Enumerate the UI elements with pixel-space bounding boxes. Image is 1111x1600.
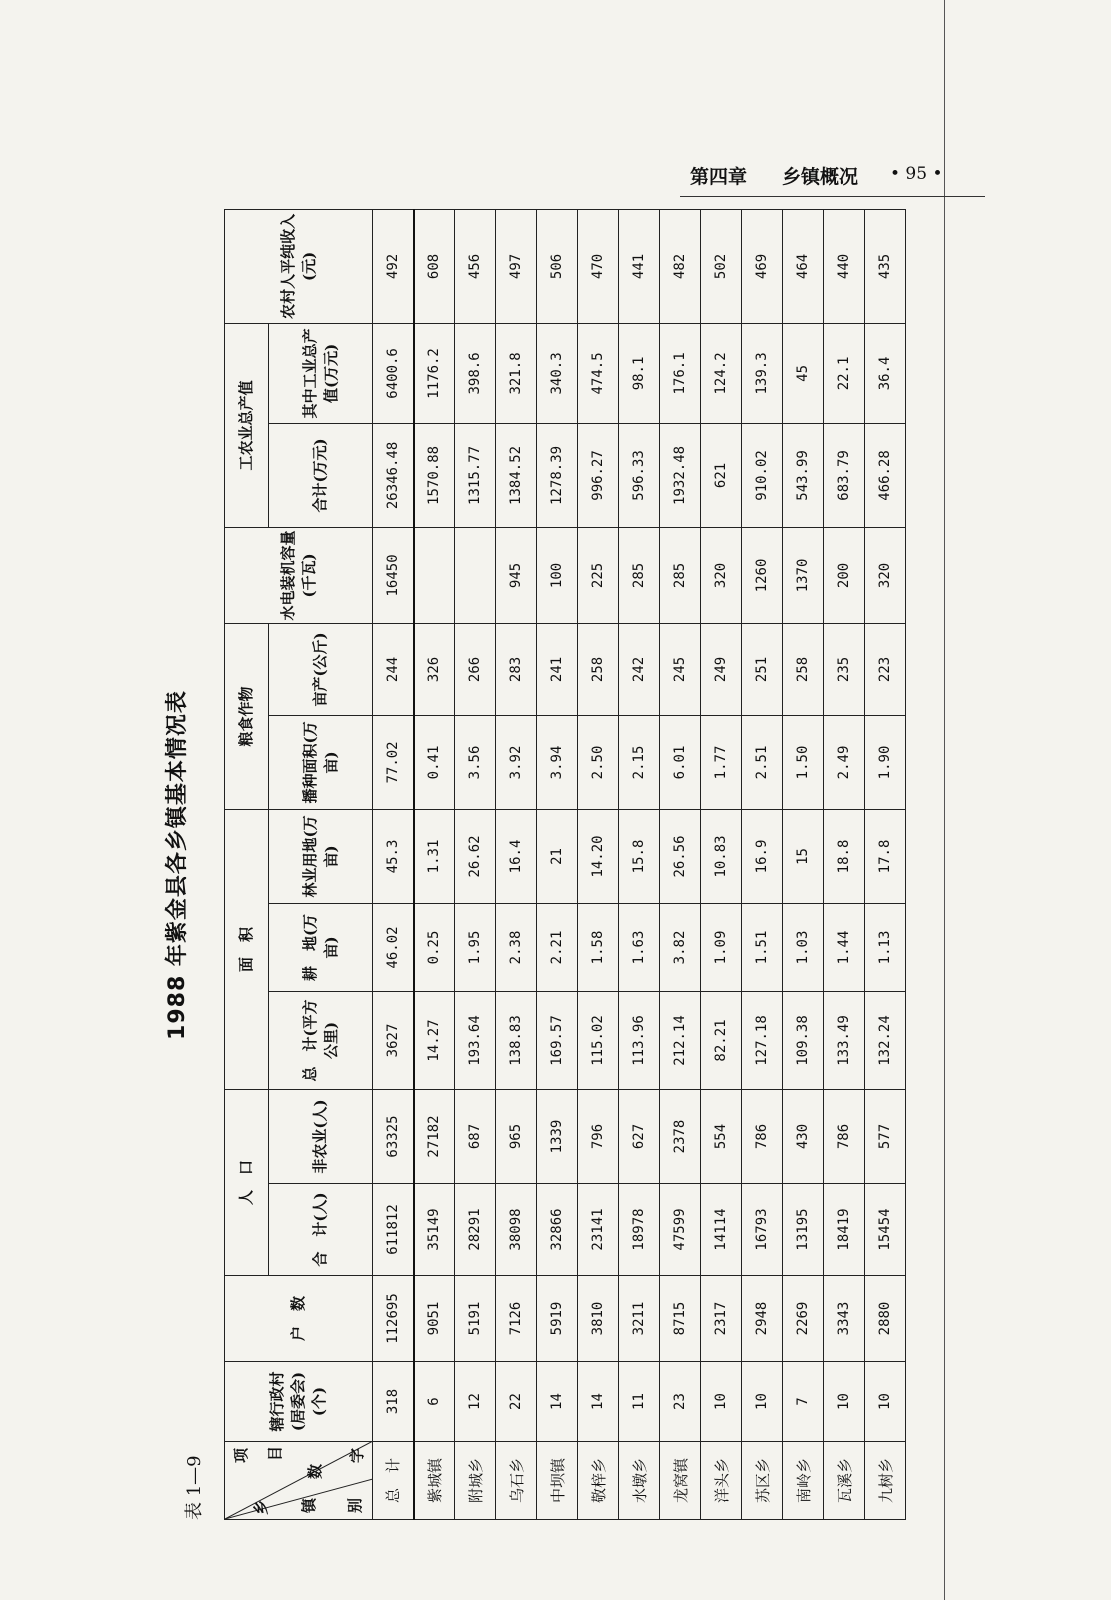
cell-pop-total: 611812 — [373, 1184, 414, 1276]
cell-households: 112695 — [373, 1276, 414, 1362]
cell-cultivated: 46.02 — [373, 903, 414, 991]
running-header — [690, 162, 980, 192]
cell-hydro — [414, 527, 455, 623]
cell-households: 2880 — [865, 1276, 906, 1362]
header-villages: 辖行政村(居委会)(个) — [225, 1362, 373, 1442]
cell-income: 492 — [373, 209, 414, 323]
cell-villages: 10 — [865, 1362, 906, 1442]
cell-area-total: 3627 — [373, 991, 414, 1089]
table-row — [414, 209, 455, 1519]
cell-villages: 10 — [824, 1362, 865, 1442]
cell-sown: 1.50 — [783, 715, 824, 809]
cell-income: 440 — [824, 209, 865, 323]
cell-villages: 10 — [742, 1362, 783, 1442]
cell-income: 435 — [865, 209, 906, 323]
cell-name: 乌石乡 — [496, 1442, 537, 1520]
cell-forest: 14.20 — [578, 809, 619, 903]
cell-villages: 11 — [619, 1362, 660, 1442]
page-number: • 95 • — [890, 164, 943, 184]
cell-output-total: 683.79 — [824, 423, 865, 527]
cell-income: 497 — [496, 209, 537, 323]
cell-area-total: 14.27 — [414, 991, 455, 1089]
cell-name: 附城乡 — [455, 1442, 496, 1520]
corner-item: 项 — [232, 1447, 250, 1463]
cell-name: 苏区乡 — [742, 1442, 783, 1520]
table-number: 表 1—9 — [184, 1455, 205, 1520]
cell-industry: 98.1 — [619, 323, 660, 423]
cell-cultivated: 1.63 — [619, 903, 660, 991]
cell-villages: 12 — [455, 1362, 496, 1442]
table-row — [824, 209, 865, 1519]
cell-sown: 1.90 — [865, 715, 906, 809]
header-forest: 林业用地(万亩) — [269, 809, 373, 903]
cell-output-total: 1315.77 — [455, 423, 496, 527]
corner-c: 镇 — [300, 1497, 318, 1513]
cell-villages: 7 — [783, 1362, 824, 1442]
cell-yield: 245 — [660, 623, 701, 715]
cell-area-total: 82.21 — [701, 991, 742, 1089]
cell-area-total: 193.64 — [455, 991, 496, 1089]
group-grain: 粮食作物 — [225, 623, 269, 809]
cell-forest: 16.4 — [496, 809, 537, 903]
table-row — [455, 209, 496, 1519]
group-population: 人 口 — [225, 1089, 269, 1275]
cell-name: 洋头乡 — [701, 1442, 742, 1520]
cell-households: 2948 — [742, 1276, 783, 1362]
cell-yield: 326 — [414, 623, 455, 715]
cell-households: 8715 — [660, 1276, 701, 1362]
table-row — [496, 209, 537, 1519]
cell-hydro: 945 — [496, 527, 537, 623]
table-body — [373, 209, 906, 1519]
cell-area-total: 212.14 — [660, 991, 701, 1089]
cell-name: 紫城镇 — [414, 1442, 455, 1520]
cell-sown: 0.41 — [414, 715, 455, 809]
cell-output-total: 996.27 — [578, 423, 619, 527]
cell-name: 南岭乡 — [783, 1442, 824, 1520]
cell-pop-total: 28291 — [455, 1184, 496, 1276]
cell-yield: 266 — [455, 623, 496, 715]
cell-output-total: 1932.48 — [660, 423, 701, 527]
cell-area-total: 113.96 — [619, 991, 660, 1089]
rotated-table-page — [160, 210, 930, 1520]
cell-pop-total: 13195 — [783, 1184, 824, 1276]
cell-households: 5191 — [455, 1276, 496, 1362]
cell-villages: 22 — [496, 1362, 537, 1442]
cell-cultivated: 1.95 — [455, 903, 496, 991]
corner-e: 字 — [348, 1447, 366, 1463]
cell-pop-nonfarm: 554 — [701, 1089, 742, 1183]
cell-households: 5919 — [537, 1276, 578, 1362]
cell-pop-nonfarm: 2378 — [660, 1089, 701, 1183]
cell-yield: 242 — [619, 623, 660, 715]
cell-households: 9051 — [414, 1276, 455, 1362]
cell-villages: 23 — [660, 1362, 701, 1442]
cell-forest: 1.31 — [414, 809, 455, 903]
group-output: 工农业总产值 — [225, 323, 269, 527]
table-row — [537, 209, 578, 1519]
cell-sown: 3.92 — [496, 715, 537, 809]
cell-pop-total: 23141 — [578, 1184, 619, 1276]
header-income: 农村人平纯收入(元) — [225, 209, 373, 323]
cell-industry: 45 — [783, 323, 824, 423]
cell-villages: 14 — [578, 1362, 619, 1442]
cell-yield: 244 — [373, 623, 414, 715]
cell-hydro: 285 — [619, 527, 660, 623]
cell-hydro: 1260 — [742, 527, 783, 623]
cell-hydro: 320 — [701, 527, 742, 623]
cell-households: 3211 — [619, 1276, 660, 1362]
header-sown: 播种面积(万亩) — [269, 715, 373, 809]
cell-area-total: 138.83 — [496, 991, 537, 1089]
cell-forest: 17.8 — [865, 809, 906, 903]
cell-cultivated: 2.21 — [537, 903, 578, 991]
cell-name: 瓦溪乡 — [824, 1442, 865, 1520]
cell-industry: 474.5 — [578, 323, 619, 423]
cell-yield: 283 — [496, 623, 537, 715]
corner-d: 别 — [346, 1497, 364, 1513]
cell-pop-nonfarm: 63325 — [373, 1089, 414, 1183]
header-industry: 其中工业总产值(万元) — [269, 323, 373, 423]
cell-pop-nonfarm: 577 — [865, 1089, 906, 1183]
cell-sown: 2.50 — [578, 715, 619, 809]
header-cultivated: 耕 地(万亩) — [269, 903, 373, 991]
cell-name: 龙窝镇 — [660, 1442, 701, 1520]
cell-area-total: 109.38 — [783, 991, 824, 1089]
table-row — [578, 209, 619, 1519]
cell-forest: 16.9 — [742, 809, 783, 903]
cell-pop-nonfarm: 1339 — [537, 1089, 578, 1183]
corner-b: 数 — [306, 1463, 324, 1479]
cell-output-total: 543.99 — [783, 423, 824, 527]
cell-pop-total: 14114 — [701, 1184, 742, 1276]
cell-pop-total: 18419 — [824, 1184, 865, 1276]
cell-yield: 241 — [537, 623, 578, 715]
corner-item-2: 目 — [266, 1445, 284, 1461]
cell-industry: 340.3 — [537, 323, 578, 423]
cell-pop-total: 15454 — [865, 1184, 906, 1276]
cell-income: 482 — [660, 209, 701, 323]
header-pop-nonfarm: 非农业(人) — [269, 1089, 373, 1183]
cell-hydro: 200 — [824, 527, 865, 623]
cell-hydro: 16450 — [373, 527, 414, 623]
cell-industry: 176.1 — [660, 323, 701, 423]
cell-cultivated: 1.13 — [865, 903, 906, 991]
cell-hydro: 320 — [865, 527, 906, 623]
cell-forest: 26.62 — [455, 809, 496, 903]
cell-income: 469 — [742, 209, 783, 323]
cell-pop-nonfarm: 27182 — [414, 1089, 455, 1183]
cell-pop-total: 47599 — [660, 1184, 701, 1276]
cell-yield: 223 — [865, 623, 906, 715]
cell-area-total: 133.49 — [824, 991, 865, 1089]
cell-name: 水墩乡 — [619, 1442, 660, 1520]
header-rule — [680, 196, 985, 197]
cell-yield: 249 — [701, 623, 742, 715]
corner-a: 乡 — [252, 1499, 270, 1515]
cell-name: 九树乡 — [865, 1442, 906, 1520]
table-row — [742, 209, 783, 1519]
cell-industry: 6400.6 — [373, 323, 414, 423]
cell-households: 7126 — [496, 1276, 537, 1362]
cell-output-total: 1384.52 — [496, 423, 537, 527]
header-pop-total: 合 计(人) — [269, 1184, 373, 1276]
cell-name: 中坝镇 — [537, 1442, 578, 1520]
page-edge-rule — [944, 0, 945, 1600]
cell-area-total: 132.24 — [865, 991, 906, 1089]
cell-industry: 22.1 — [824, 323, 865, 423]
cell-hydro: 285 — [660, 527, 701, 623]
cell-income: 464 — [783, 209, 824, 323]
cell-income: 608 — [414, 209, 455, 323]
table-row — [783, 209, 824, 1519]
cell-pop-total: 32866 — [537, 1184, 578, 1276]
township-table — [224, 209, 906, 1520]
cell-income: 502 — [701, 209, 742, 323]
cell-industry: 398.6 — [455, 323, 496, 423]
header-households: 户 数 — [225, 1276, 373, 1362]
cell-income: 506 — [537, 209, 578, 323]
cell-sown: 6.01 — [660, 715, 701, 809]
cell-output-total: 621 — [701, 423, 742, 527]
cell-pop-total: 16793 — [742, 1184, 783, 1276]
cell-sown: 2.15 — [619, 715, 660, 809]
cell-hydro: 100 — [537, 527, 578, 623]
cell-forest: 45.3 — [373, 809, 414, 903]
cell-cultivated: 1.51 — [742, 903, 783, 991]
cell-output-total: 596.33 — [619, 423, 660, 527]
cell-industry: 139.3 — [742, 323, 783, 423]
cell-sown: 77.02 — [373, 715, 414, 809]
cell-pop-nonfarm: 627 — [619, 1089, 660, 1183]
cell-hydro: 225 — [578, 527, 619, 623]
cell-forest: 15.8 — [619, 809, 660, 903]
group-area: 面 积 — [225, 809, 269, 1089]
cell-households: 2269 — [783, 1276, 824, 1362]
cell-pop-nonfarm: 430 — [783, 1089, 824, 1183]
cell-forest: 15 — [783, 809, 824, 903]
cell-yield: 235 — [824, 623, 865, 715]
cell-yield: 251 — [742, 623, 783, 715]
cell-households: 3343 — [824, 1276, 865, 1362]
cell-pop-total: 18978 — [619, 1184, 660, 1276]
table-row — [660, 209, 701, 1519]
cell-industry: 321.8 — [496, 323, 537, 423]
cell-villages: 14 — [537, 1362, 578, 1442]
cell-income: 470 — [578, 209, 619, 323]
cell-output-total: 26346.48 — [373, 423, 414, 527]
cell-name: 总 计 — [373, 1442, 414, 1520]
cell-pop-nonfarm: 796 — [578, 1089, 619, 1183]
table-row — [619, 209, 660, 1519]
table-row — [373, 209, 414, 1519]
cell-output-total: 466.28 — [865, 423, 906, 527]
cell-households: 3810 — [578, 1276, 619, 1362]
cell-sown: 1.77 — [701, 715, 742, 809]
table-row — [865, 209, 906, 1519]
cell-output-total: 910.02 — [742, 423, 783, 527]
section-label: 乡镇概况 — [782, 166, 859, 188]
cell-cultivated: 1.03 — [783, 903, 824, 991]
header-area-total: 总 计(平方公里) — [269, 991, 373, 1089]
cell-pop-nonfarm: 786 — [824, 1089, 865, 1183]
table-title: 1988 年紫金县各乡镇基本情况表 — [165, 690, 190, 1040]
cell-forest: 18.8 — [824, 809, 865, 903]
cell-income: 456 — [455, 209, 496, 323]
chapter-label: 第四章 — [690, 166, 748, 188]
cell-hydro: 1370 — [783, 527, 824, 623]
cell-pop-nonfarm: 965 — [496, 1089, 537, 1183]
cell-cultivated: 1.58 — [578, 903, 619, 991]
cell-industry: 1176.2 — [414, 323, 455, 423]
cell-area-total: 115.02 — [578, 991, 619, 1089]
cell-area-total: 127.18 — [742, 991, 783, 1089]
cell-forest: 26.56 — [660, 809, 701, 903]
cell-villages: 10 — [701, 1362, 742, 1442]
cell-industry: 124.2 — [701, 323, 742, 423]
table-row — [701, 209, 742, 1519]
cell-households: 2317 — [701, 1276, 742, 1362]
header-yield: 亩产(公斤) — [269, 623, 373, 715]
cell-yield: 258 — [578, 623, 619, 715]
header-hydro: 水电装机容量(千瓦) — [225, 527, 373, 623]
cell-pop-total: 35149 — [414, 1184, 455, 1276]
cell-yield: 258 — [783, 623, 824, 715]
corner-header — [225, 1442, 373, 1520]
cell-sown: 3.56 — [455, 715, 496, 809]
cell-name: 敬梓乡 — [578, 1442, 619, 1520]
cell-cultivated: 1.09 — [701, 903, 742, 991]
cell-pop-nonfarm: 687 — [455, 1089, 496, 1183]
cell-output-total: 1278.39 — [537, 423, 578, 527]
cell-pop-total: 38098 — [496, 1184, 537, 1276]
cell-sown: 2.49 — [824, 715, 865, 809]
cell-sown: 2.51 — [742, 715, 783, 809]
cell-output-total: 1570.88 — [414, 423, 455, 527]
cell-cultivated: 1.44 — [824, 903, 865, 991]
cell-hydro — [455, 527, 496, 623]
cell-cultivated: 2.38 — [496, 903, 537, 991]
cell-industry: 36.4 — [865, 323, 906, 423]
header-output-total: 合计(万元) — [269, 423, 373, 527]
cell-cultivated: 0.25 — [414, 903, 455, 991]
cell-income: 441 — [619, 209, 660, 323]
cell-villages: 318 — [373, 1362, 414, 1442]
cell-forest: 21 — [537, 809, 578, 903]
cell-forest: 10.83 — [701, 809, 742, 903]
cell-cultivated: 3.82 — [660, 903, 701, 991]
cell-pop-nonfarm: 786 — [742, 1089, 783, 1183]
cell-area-total: 169.57 — [537, 991, 578, 1089]
cell-villages: 6 — [414, 1362, 455, 1442]
cell-sown: 3.94 — [537, 715, 578, 809]
